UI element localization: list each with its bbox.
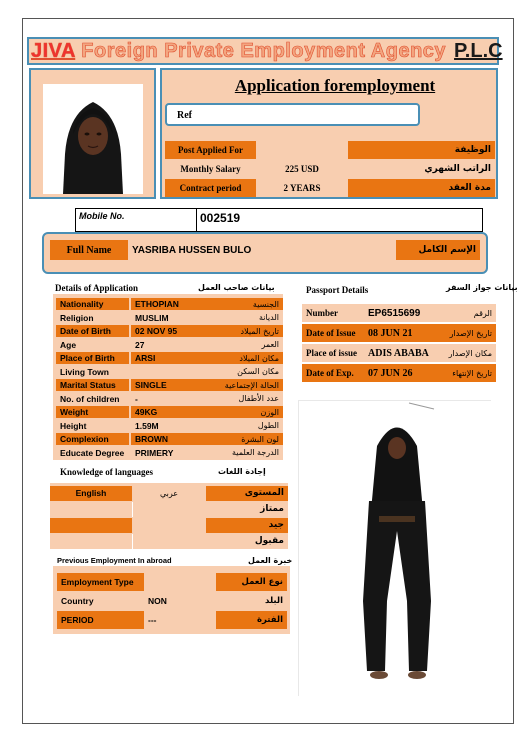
details-row-value: - (131, 393, 216, 405)
language-level-excellent: ممتاز (206, 502, 288, 517)
previous-employment-value (144, 573, 216, 591)
language-level-good: جيد (206, 518, 288, 533)
details-row (56, 420, 283, 433)
details-row-value: PRIMERY (131, 447, 216, 459)
passport-row-value: 08 JUN 21 (364, 324, 432, 342)
details-row-value: 1.59M (131, 420, 216, 432)
details-row-value: 02 NOV 95 (131, 325, 216, 337)
previous-employment-row (57, 611, 287, 629)
details-row (56, 366, 283, 379)
details-row-value: MUSLIM (131, 312, 216, 324)
details-row (56, 312, 283, 325)
details-row (56, 406, 283, 419)
details-row-label: Nationality (56, 298, 129, 310)
passport-row-label-ar: الرقم (432, 304, 496, 322)
details-row-label-ar: مكان السكن (216, 366, 283, 378)
details-row-label: Religion (56, 312, 129, 324)
monthly-salary-row (165, 160, 495, 178)
passport-row-label-ar: تاريخ الإصدار (432, 324, 496, 342)
passport-heading: Passport Details (306, 285, 369, 295)
previous-employment-row (57, 573, 287, 591)
previous-employment-row (57, 592, 287, 610)
contract-period-row (165, 179, 495, 197)
details-row (56, 352, 283, 365)
previous-employment-heading: Previous Employment In abroad (57, 556, 172, 565)
post-applied-label-ar: الوظيفة (348, 141, 495, 159)
previous-employment-label: Employment Type (57, 573, 144, 591)
details-row-label: Educate Degree (56, 447, 129, 459)
details-row-label: Weight (56, 406, 129, 418)
languages-heading: Knowledge of languages (60, 467, 154, 477)
details-row-label: Height (56, 420, 129, 432)
mobile-box (75, 208, 483, 232)
agency-banner (27, 37, 503, 65)
agency-name (31, 40, 446, 63)
details-row-label: Age (56, 339, 129, 351)
portrait-photo (43, 84, 143, 194)
details-row-label-ar: عدد الأطفال (216, 393, 283, 405)
agency-name-rest: Foreign Private Employment Agency (75, 39, 447, 62)
contract-period-value: 2 YEARS (256, 179, 348, 197)
passport-row (302, 364, 496, 382)
passport-row-value: 07 JUN 26 (364, 364, 432, 382)
details-row (56, 298, 283, 311)
passport-row-value: ADIS ABABA (364, 344, 432, 362)
languages-heading-ar: إجادة اللغات (218, 467, 266, 476)
monthly-salary-label-ar: الراتب الشهري (348, 160, 495, 178)
details-heading-ar: بيانات صاحب العمل (198, 283, 275, 292)
mobile-value: 002519 (200, 211, 241, 225)
details-row-value: ARSI (131, 352, 216, 364)
monthly-salary-value: 225 USD (256, 160, 348, 178)
previous-employment-heading-ar: خبرة العمل (248, 556, 293, 565)
full-name-value: YASRIBA HUSSEN BULO (128, 240, 396, 260)
mobile-label: Mobile No. (79, 211, 125, 221)
language-level-header: المستوى (206, 486, 288, 501)
post-applied-label: Post Applied For (165, 141, 256, 159)
details-row-label-ar: الديانة (216, 312, 283, 324)
mobile-divider (196, 208, 197, 232)
details-row-value: ETHOPIAN (131, 298, 216, 310)
passport-row-label-ar: تاريخ الإنتهاء (432, 364, 496, 382)
agency-name-prefix: JIVA (31, 39, 76, 62)
post-applied-row (165, 141, 495, 159)
details-row-label-ar: مكان الميلاد (216, 352, 283, 364)
language-arabic: عربي (132, 486, 206, 501)
details-row-label: Marital Status (56, 379, 129, 391)
details-row-value: 49KG (131, 406, 216, 418)
passport-row-label-ar: مكان الإصدار (432, 344, 496, 362)
previous-employment-value: NON (144, 592, 216, 610)
full-length-photo (298, 400, 491, 696)
post-applied-value (256, 141, 348, 159)
monthly-salary-label: Monthly Salary (165, 160, 256, 178)
full-name-row (50, 240, 480, 260)
full-name-label: Full Name (50, 240, 128, 260)
details-row-label-ar: العمر (216, 339, 283, 351)
details-row-value (131, 366, 216, 378)
languages-row-acceptable (50, 533, 288, 549)
details-row-label-ar: الحالة الإجتماعية (216, 379, 283, 391)
details-row (56, 433, 283, 446)
ref-field: Ref (165, 103, 420, 126)
details-row-label: No. of children (56, 393, 129, 405)
details-row-label-ar: الوزن (216, 406, 283, 418)
full-name-label-ar: الإسم الكامل (396, 240, 480, 260)
details-row (56, 379, 283, 392)
details-row (56, 339, 283, 352)
details-row-label-ar: الطول (216, 420, 283, 432)
details-row-label-ar: لون البشرة (216, 433, 283, 445)
details-row (56, 325, 283, 338)
details-heading: Details of Application (55, 283, 139, 293)
contract-period-label-ar: مدة العقد (348, 179, 495, 197)
passport-row-label: Date of Issue (302, 324, 364, 342)
passport-row (302, 324, 496, 342)
languages-row-good (50, 517, 288, 533)
details-row-value: BROWN (131, 433, 216, 445)
portrait-photo-frame (29, 68, 156, 199)
details-row-value: 27 (131, 339, 216, 351)
previous-employment-value: --- (144, 611, 216, 629)
passport-row (302, 304, 496, 322)
details-row (56, 393, 283, 406)
previous-employment-label-ar: نوع العمل (216, 573, 287, 591)
details-row-label: Complexion (56, 433, 129, 445)
details-row-label-ar: تاريخ الميلاد (216, 325, 283, 337)
details-row-label: Living Town (56, 366, 129, 378)
details-row-label: Date of Birth (56, 325, 129, 337)
application-title: Application foremployment (234, 76, 436, 95)
details-row-label-ar: الدرجة العلمية (216, 447, 283, 459)
previous-employment-label-ar: الفترة (216, 611, 287, 629)
language-english: English (50, 486, 132, 501)
passport-heading-ar: بيانات جواز السفر (446, 283, 518, 292)
details-row-value: SINGLE (131, 379, 216, 391)
previous-employment-label-ar: البلد (216, 592, 287, 610)
details-row (56, 447, 283, 460)
previous-employment-label: Country (57, 592, 144, 610)
passport-row-label: Date of Exp. (302, 364, 364, 382)
languages-row-excellent (50, 501, 288, 517)
passport-row-label: Place of issue (302, 344, 364, 362)
previous-employment-label: PERIOD (57, 611, 144, 629)
language-level-acceptable: مقبول (206, 534, 288, 549)
agency-suffix: P.L.C (454, 39, 503, 62)
contract-period-label: Contract period (165, 179, 256, 197)
details-row-label-ar: الجنسية (216, 298, 283, 310)
languages-row-english (50, 485, 288, 501)
passport-row (302, 344, 496, 362)
passport-row-value: EP6515699 (364, 304, 432, 322)
passport-row-label: Number (302, 304, 364, 322)
details-row-label: Place of Birth (56, 352, 129, 364)
